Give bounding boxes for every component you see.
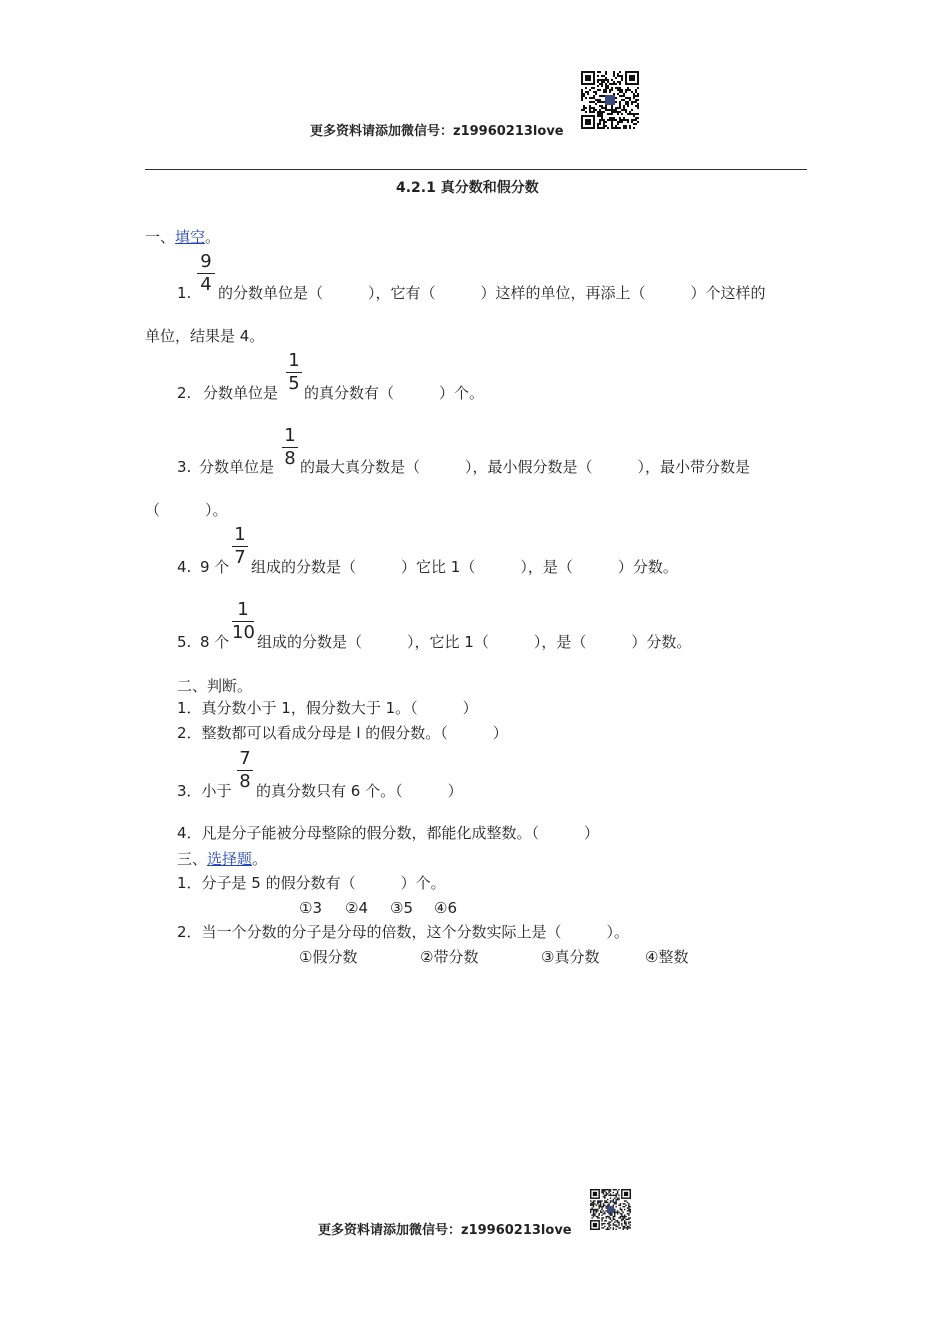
q2-text: 的真分数有（ ）个。 <box>304 384 485 402</box>
judge-q4: 4．凡是分子能被分母整除的假分数，都能化成整数。（ ） <box>177 824 600 842</box>
judge-q2: 2．整数都可以看成分母是 l 的假分数。（ ） <box>177 724 508 742</box>
q4-text: 组成的分数是（ ）它比 1（ ），是（ ）分数。 <box>251 558 678 576</box>
fill-blank-link[interactable]: 填空 <box>175 228 206 246</box>
q3-prefix: 分数单位是 <box>199 458 275 476</box>
qr-code-icon <box>590 1189 631 1230</box>
q4-prefix: 9 个 <box>200 558 230 576</box>
q2-prefix: 分数单位是 <box>203 384 279 402</box>
judge-q3-prefix: 3．小于 <box>177 782 232 800</box>
header-divider <box>145 169 807 170</box>
q2-number: 2. <box>177 384 192 402</box>
choice-q2-option: ②带分数 <box>420 948 479 966</box>
q3-number: 3. <box>177 458 192 476</box>
q3-continuation: （ ）。 <box>145 501 228 519</box>
choice-q1-option: ③5 <box>390 899 413 917</box>
footer-contact: 更多资料请添加微信号：z19960213love <box>318 1223 572 1238</box>
choice-q2-option: ①假分数 <box>299 948 358 966</box>
page-title: 4.2.1 真分数和假分数 <box>396 180 539 196</box>
choice-q1-option: ②4 <box>345 899 368 917</box>
fraction-7-8: 7 8 <box>237 749 253 792</box>
q1-continuation: 单位，结果是 4。 <box>145 327 265 345</box>
fraction-1-7: 1 7 <box>232 525 248 568</box>
section2-heading: 二、判断。 <box>177 677 253 695</box>
fraction-1-5: 1 5 <box>286 351 302 394</box>
judge-q1: 1．真分数小于 1，假分数大于 1。（ ） <box>177 699 478 717</box>
q5-text: 组成的分数是（ ），它比 1（ ），是（ ）分数。 <box>257 633 692 651</box>
section3-heading: 三、选择题。 <box>177 850 268 868</box>
q5-prefix: 8 个 <box>200 633 230 651</box>
choice-q2-option: ③真分数 <box>541 948 600 966</box>
fraction-1-8: 1 8 <box>282 426 298 469</box>
q5-number: 5. <box>177 633 192 651</box>
choice-q1-option: ①3 <box>299 899 322 917</box>
q1-text: 的分数单位是（ ），它有（ ）这样的单位，再添上（ ）个这样的 <box>218 284 766 302</box>
fraction-1-10: 1 10 <box>232 599 255 643</box>
q4-number: 4. <box>177 558 192 576</box>
qr-code-icon <box>581 71 639 129</box>
q3-text: 的最大真分数是（ ），最小假分数是（ ），最小带分数是 <box>300 458 751 476</box>
judge-q3-text: 的真分数只有 6 个。（ ） <box>256 782 463 800</box>
choice-q1-option: ④6 <box>434 899 457 917</box>
fraction-9-4: 9 4 <box>197 252 215 295</box>
q1-number: 1. <box>177 284 192 302</box>
header-contact: 更多资料请添加微信号：z19960213love <box>310 124 564 139</box>
choice-q1: 1．分子是 5 的假分数有（ ）个。 <box>177 874 446 892</box>
section1-heading: 一、填空。 <box>145 228 221 246</box>
choice-q2-option: ④整数 <box>645 948 689 966</box>
choice-q2: 2．当一个分数的分子是分母的倍数，这个分数实际上是（ ）。 <box>177 923 630 941</box>
choice-question-link[interactable]: 选择题 <box>207 850 253 868</box>
